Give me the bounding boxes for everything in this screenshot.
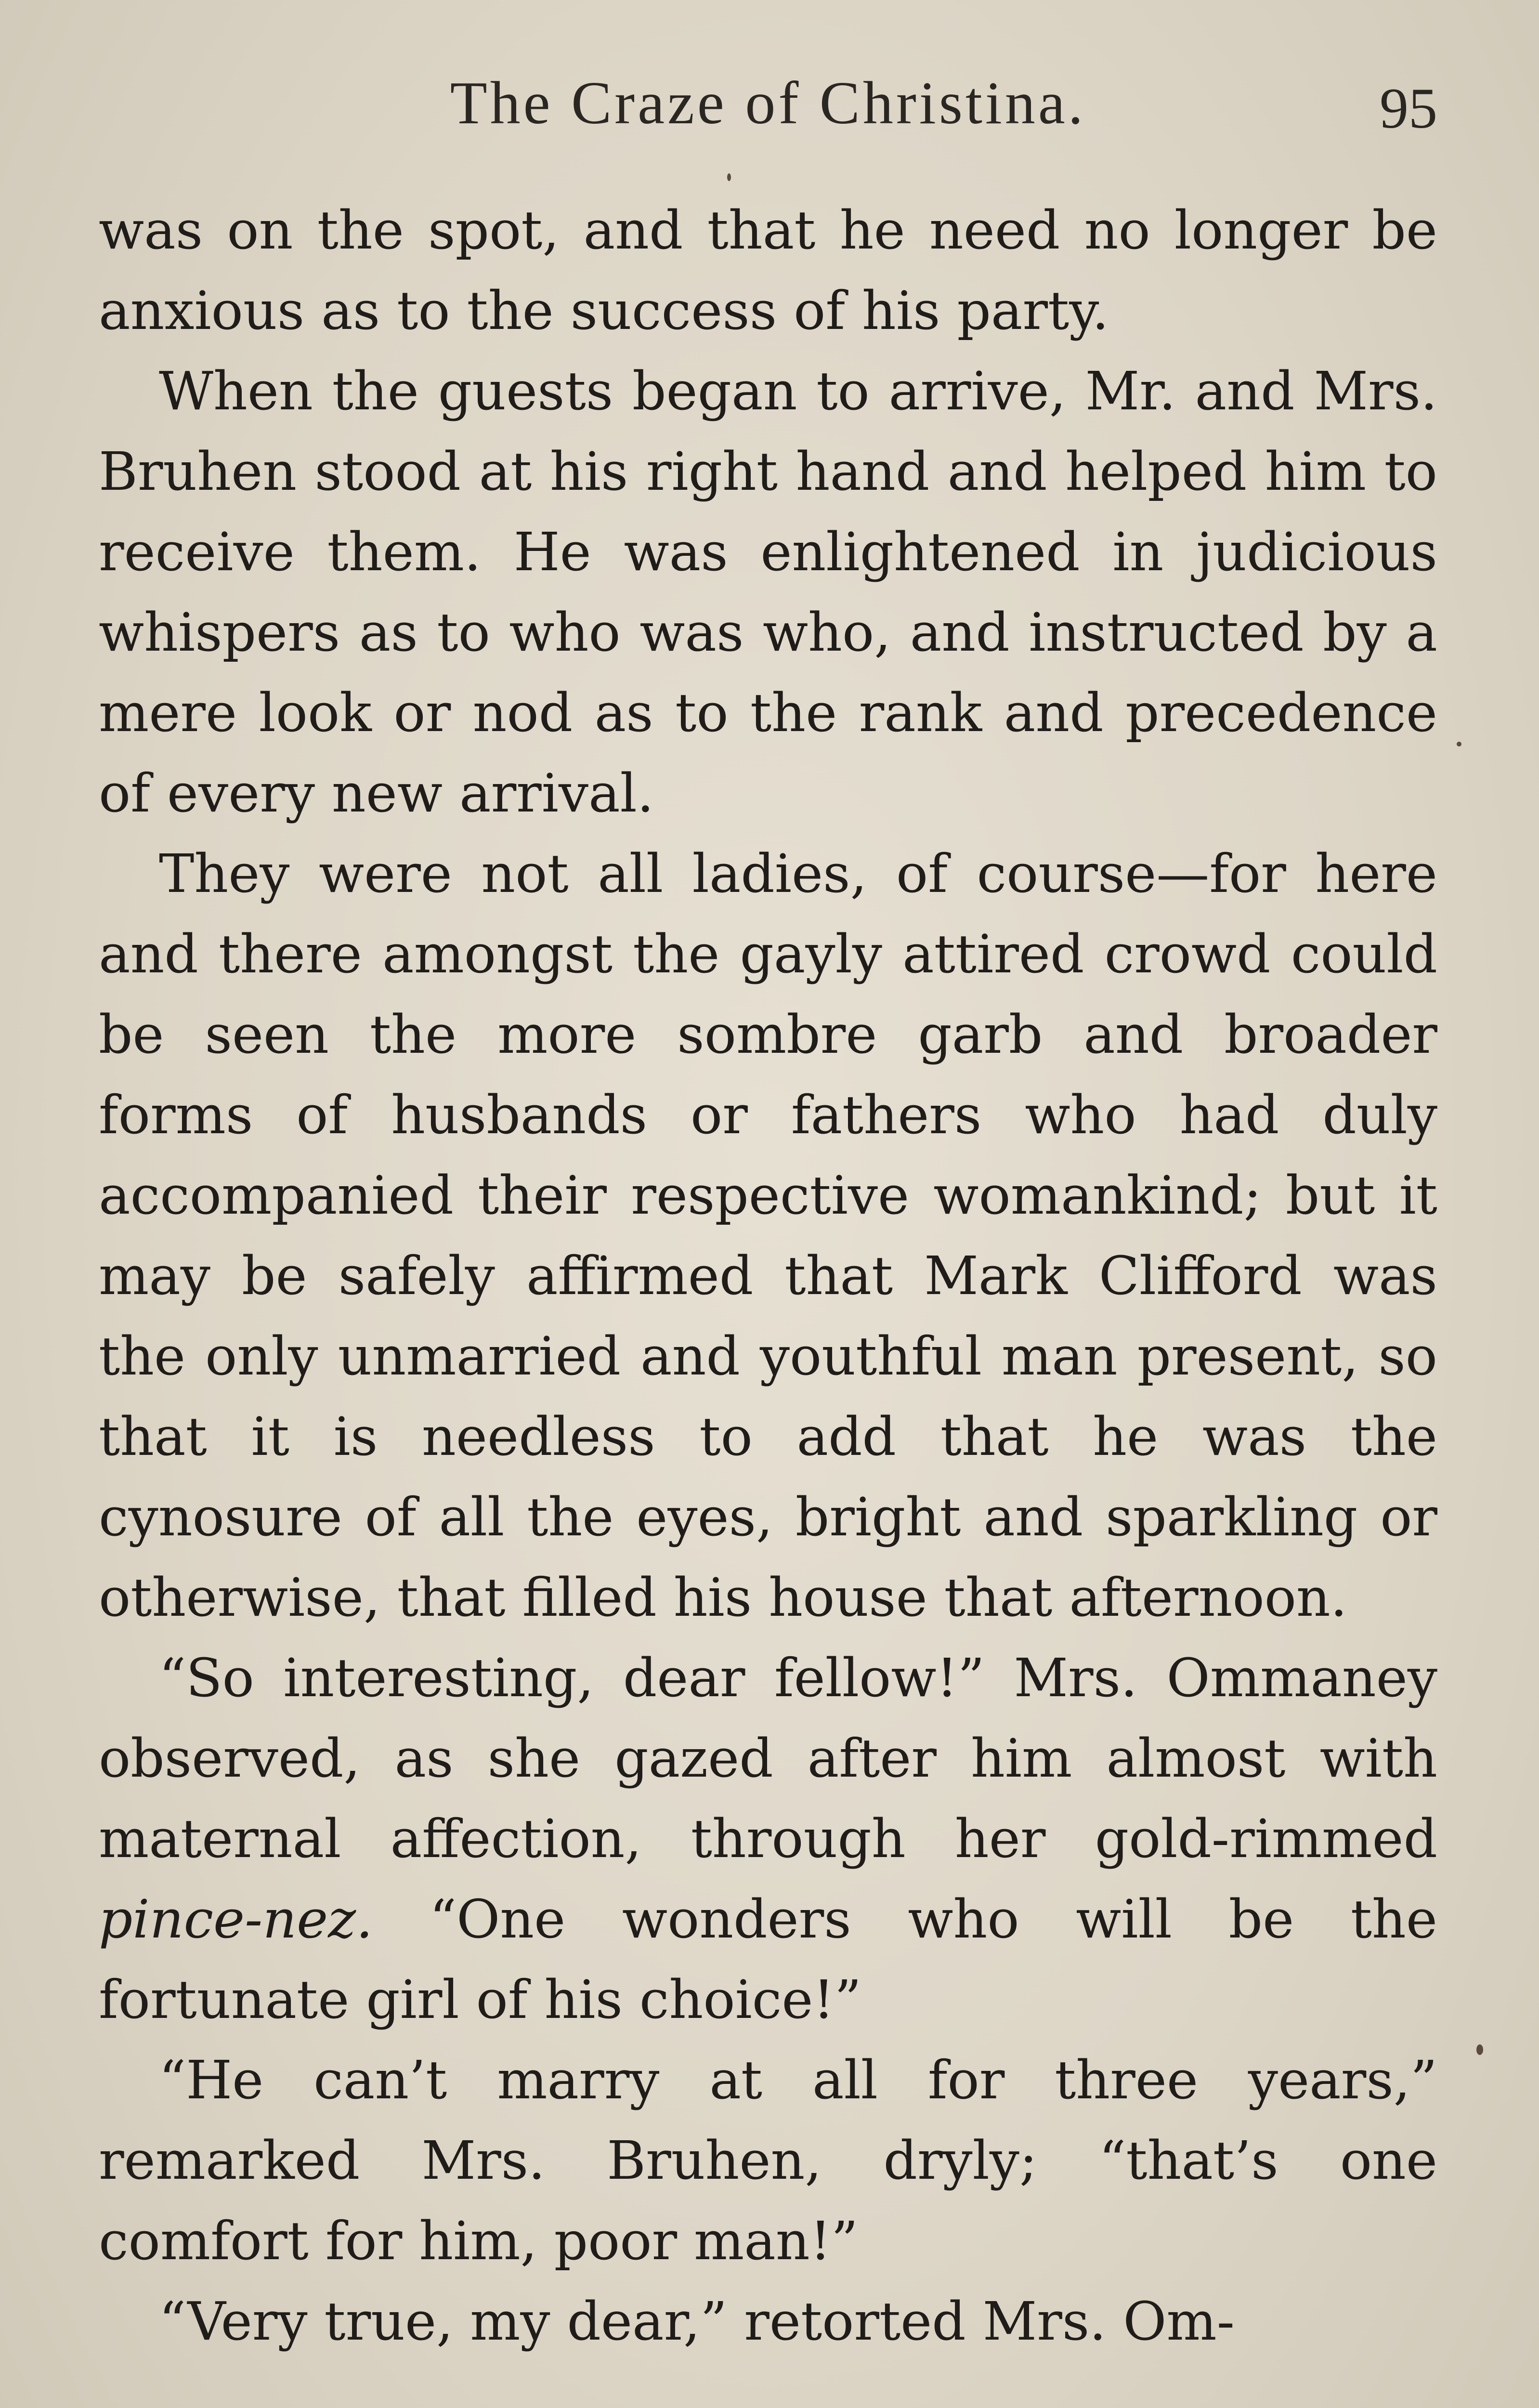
- paragraph: [99, 1638, 1437, 2040]
- paragraph: [99, 190, 1437, 351]
- paragraph-text: “One wonders who will be the fortunate girl of his choice!”: [99, 1888, 1437, 2030]
- italic-phrase: pince-nez.: [99, 1888, 373, 1950]
- paragraph-text: was on the spot, and that he need no longer be anxious as to the success of his party.: [99, 199, 1437, 341]
- paragraph: [99, 834, 1437, 1638]
- paragraph: [99, 2281, 1437, 2362]
- body-text: [99, 190, 1437, 2362]
- paragraph-text: “So interesting, dear fellow!” Mrs. Ommaney observed, as she gazed after him almost with maternal affection, through her gold-rimmed: [99, 1647, 1437, 1870]
- paragraph-text: When the guests began to arrive, Mr. and Mrs. Bruhen stood at his right hand and helped him to receive them. He was enlightened in judicious whispers as to who was who, and instructed by a mere look or nod as to the rank and precedence of every new arrival.: [99, 360, 1437, 824]
- paragraph-text: They were not all ladies, of course—for here and there amongst the gayly attired crowd could be seen the more sombre garb and broader forms of husbands or fathers who had duly accompanied their respective womankind; but it may be safely affirmed that Mark Clifford was the only unmarried and youthful man present, so that it is needless to add that he was the cynosure of all the eyes, bright and sparkling or otherwise, that filled his house that afternoon.: [99, 843, 1437, 1628]
- paragraph-text: “He can’t marry at all for three years,” remarked Mrs. Bruhen, dryly; “that’s one comfort for him, poor man!”: [99, 2049, 1437, 2272]
- paper-speck: [727, 173, 731, 181]
- paragraph: [99, 2040, 1437, 2281]
- paper-speck: [1457, 742, 1461, 746]
- paper-speck: [1476, 2044, 1483, 2055]
- running-head: [99, 63, 1437, 144]
- running-title: The Craze of Christina.: [450, 70, 1086, 137]
- paragraph: [99, 351, 1437, 834]
- page-number: 95: [1380, 76, 1437, 140]
- paragraph-text: “Very true, my dear,” retorted Mrs. Om-: [159, 2290, 1235, 2352]
